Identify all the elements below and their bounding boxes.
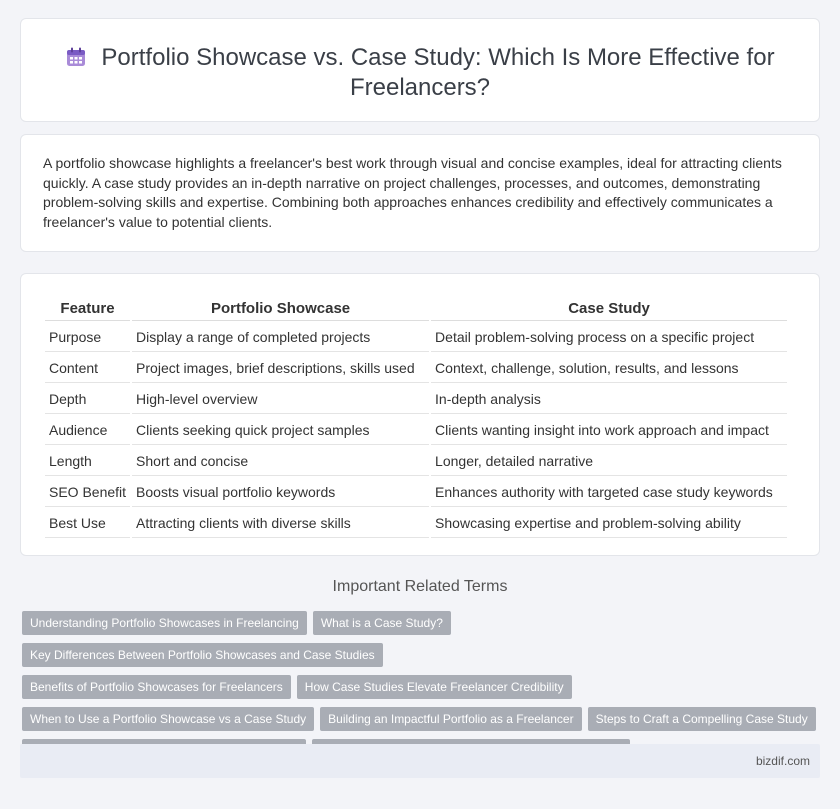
footer-bar bbox=[20, 744, 820, 778]
table-cell-case-study: Context, challenge, solution, results, and lessons bbox=[431, 354, 787, 383]
related-term-tag[interactable]: What is a Case Study? bbox=[313, 611, 451, 635]
table-row bbox=[45, 416, 787, 445]
intro-paragraph: A portfolio showcase highlights a freelancer's best work through visual and concise examples, ideal for attracting clients quickly. A case study provides an in-depth narrative on project challenges, processes, and outcomes, demonstrating problem-solving skills and expertise. Combining both approaches enhances credibility and effectively communicates a freelancer's value to potential clients. bbox=[43, 155, 782, 230]
related-terms-heading: Important Related Terms bbox=[332, 578, 508, 595]
table-cell-portfolio: Clients seeking quick project samples bbox=[132, 416, 429, 445]
table-row bbox=[45, 478, 787, 507]
intro-card bbox=[20, 134, 820, 252]
table-cell-case-study: Enhances authority with targeted case study keywords bbox=[431, 478, 787, 507]
table-cell-portfolio: Display a range of completed projects bbox=[132, 323, 429, 352]
table-cell-feature: SEO Benefit bbox=[45, 478, 130, 507]
table-cell-portfolio: Project images, brief descriptions, skills used bbox=[132, 354, 429, 383]
related-term-tag[interactable]: Building an Impactful Portfolio as a Freelancer bbox=[320, 707, 581, 731]
table-cell-portfolio: Short and concise bbox=[132, 447, 429, 476]
comparison-table bbox=[43, 294, 789, 540]
header-case-study: Case Study bbox=[431, 296, 787, 321]
related-term-tag[interactable]: When to Use a Portfolio Showcase vs a Case Study bbox=[22, 707, 314, 731]
table-cell-feature: Content bbox=[45, 354, 130, 383]
header-card bbox=[20, 18, 820, 122]
calendar-icon bbox=[65, 46, 87, 68]
related-term-tag[interactable]: Understanding Portfolio Showcases in Freelancing bbox=[22, 611, 307, 635]
related-term-tag[interactable]: Steps to Craft a Compelling Case Study bbox=[588, 707, 816, 731]
table-cell-case-study: Detail problem-solving process on a specific project bbox=[431, 323, 787, 352]
table-cell-feature: Length bbox=[45, 447, 130, 476]
table-cell-portfolio: High-level overview bbox=[132, 385, 429, 414]
table-cell-feature: Audience bbox=[45, 416, 130, 445]
table-row bbox=[45, 509, 787, 538]
related-term-tag[interactable]: Benefits of Portfolio Showcases for Freelancers bbox=[22, 675, 291, 699]
table-row bbox=[45, 447, 787, 476]
table-header-row bbox=[45, 296, 787, 321]
header-feature: Feature bbox=[45, 296, 130, 321]
table-row bbox=[45, 323, 787, 352]
table-cell-case-study: Clients wanting insight into work approach and impact bbox=[431, 416, 787, 445]
table-row bbox=[45, 354, 787, 383]
table-cell-feature: Depth bbox=[45, 385, 130, 414]
related-term-tag[interactable]: How Case Studies Elevate Freelancer Credibility bbox=[297, 675, 572, 699]
table-cell-feature: Best Use bbox=[45, 509, 130, 538]
page-title: Portfolio Showcase vs. Case Study: Which Is More Effective for Freelancers? bbox=[101, 44, 775, 101]
table-cell-portfolio: Attracting clients with diverse skills bbox=[132, 509, 429, 538]
table-row bbox=[45, 385, 787, 414]
table-cell-case-study: Showcasing expertise and problem-solving ability bbox=[431, 509, 787, 538]
header-portfolio-showcase: Portfolio Showcase bbox=[132, 296, 429, 321]
table-cell-case-study: In-depth analysis bbox=[431, 385, 787, 414]
comparison-table-card bbox=[20, 273, 820, 556]
page-title-wrap bbox=[21, 43, 819, 103]
table-cell-portfolio: Boosts visual portfolio keywords bbox=[132, 478, 429, 507]
related-term-tag[interactable]: Key Differences Between Portfolio Showcases and Case Studies bbox=[22, 643, 383, 667]
footer-site-link[interactable]: bizdif.com bbox=[755, 754, 810, 768]
table-cell-case-study: Longer, detailed narrative bbox=[431, 447, 787, 476]
table-cell-feature: Purpose bbox=[45, 323, 130, 352]
